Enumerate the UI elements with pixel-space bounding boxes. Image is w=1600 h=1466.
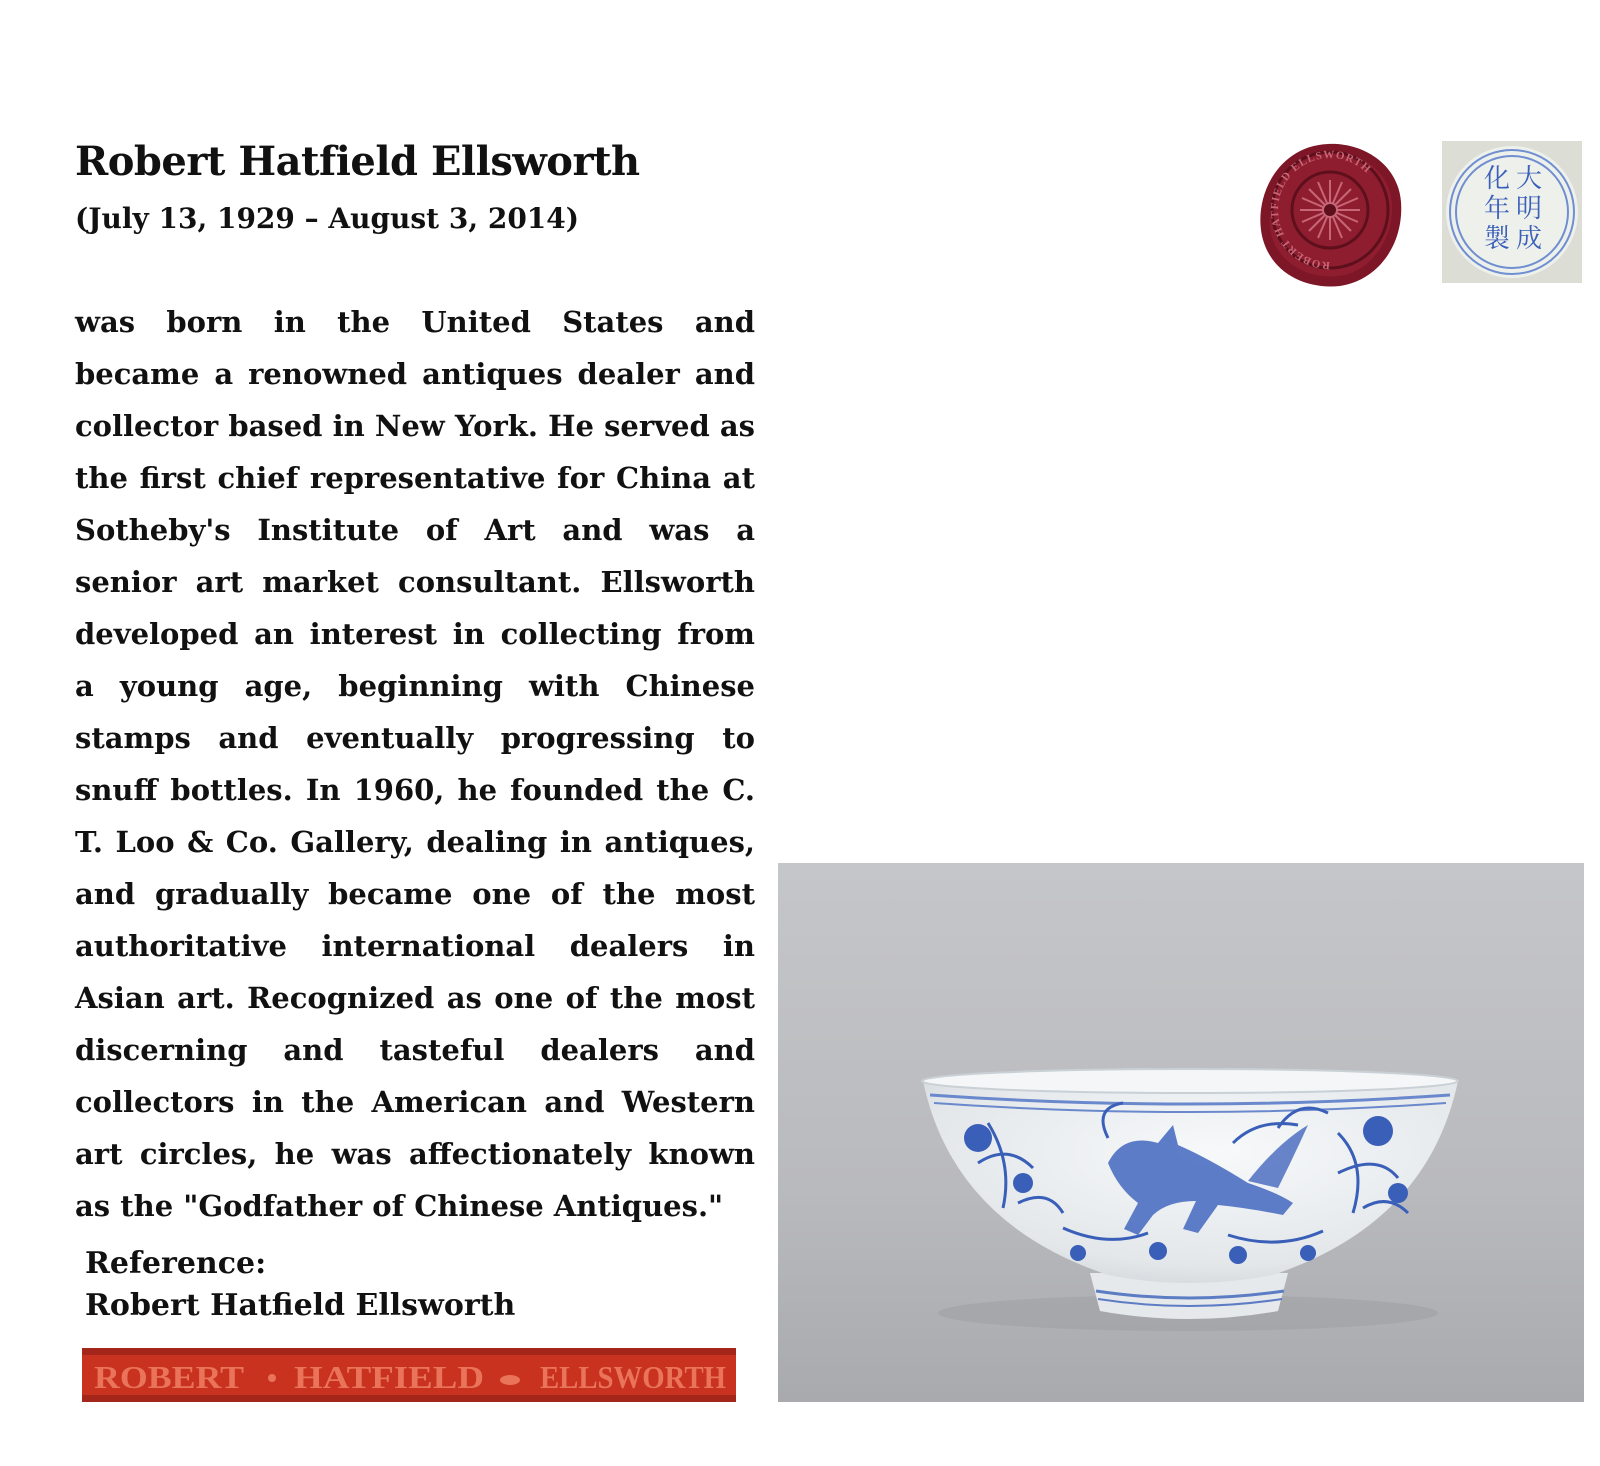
biography-text: was born in the United States and became a renowned antiques dealer and collector based in New York. He served as the first chief representative for China at Sotheby's Institute of Art and was a senior art market consultant. Ellsworth developed an interest in collecting from a young age, beginning with Chinese stamps and eventually progressing to snuff bottles. In 1960, he founded the C. T. Loo & Co. Gallery, dealing in antiques, and gradually became one of the most authoritative international dealers in Asian art. Recognized as one of the most discerning and tasteful dealers and collectors in the American and Western art circles, he was affectionately known as the "Godfather of Chinese Antiques."	[75, 305, 755, 1223]
reference-label: Reference:	[85, 1246, 267, 1281]
seal-impression-strip	[82, 1348, 736, 1402]
reign-char-3: 成	[1515, 224, 1543, 254]
reign-mark-image	[1442, 141, 1582, 283]
wax-seal-inscription: ROBERT HATFIELD ELLSWORTH	[1268, 148, 1374, 272]
reign-char-1: 大	[1515, 164, 1543, 194]
reign-char-4: 化	[1483, 164, 1511, 194]
porcelain-bowl-photo	[778, 863, 1584, 1402]
reign-char-6: 製	[1483, 224, 1511, 254]
life-dates: (July 13, 1929 – August 3, 2014)	[75, 202, 580, 235]
wax-seal-image	[1258, 140, 1403, 288]
seal-strip-word-2: HATFIELD	[294, 1359, 484, 1395]
seal-strip-word-3: ELLSWORTH	[540, 1359, 727, 1395]
reign-char-2: 明	[1515, 194, 1543, 224]
seal-strip-word-1: ROBERT	[94, 1359, 244, 1395]
page-title: Robert Hatfield Ellsworth	[75, 138, 640, 185]
reign-char-5: 年	[1483, 194, 1511, 224]
reference-name: Robert Hatfield Ellsworth	[85, 1288, 516, 1323]
